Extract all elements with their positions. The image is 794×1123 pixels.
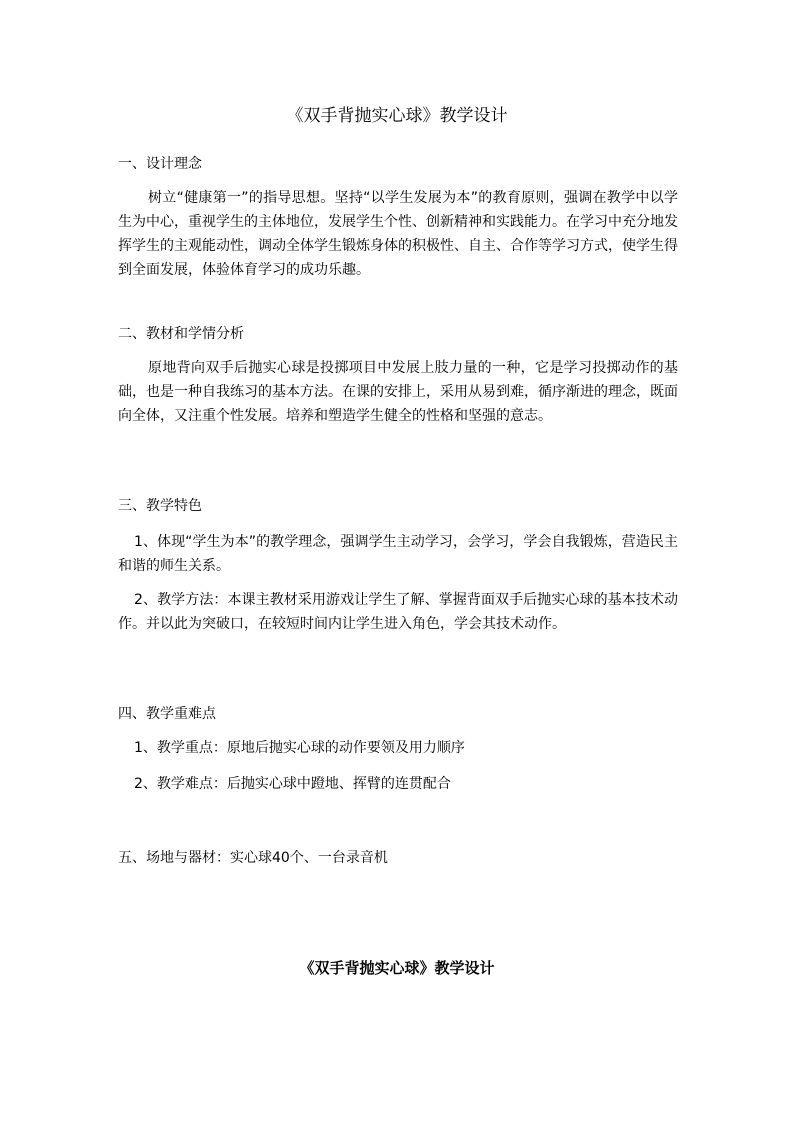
document-title-repeat: 《双手背抛实心球》教学设计 [299, 959, 495, 977]
section-3-heading: 三、教学特色 [118, 498, 202, 514]
section-2-body: 原地背向双手后抛实心球是投掷项目中发展上肢力量的一种，它是学习投掷动作的基础，也是一种自我练习的基本方法。在课的安排上，采用从易到难，循序渐进的理念，既面向全体，又注重个性发展。培养和塑造学生健全的性格和坚强的意志。 [118, 360, 678, 424]
section-2-heading: 二、教材和学情分析 [118, 326, 244, 342]
section-5-heading: 五、场地与器材：实心球40个、一台录音机 [118, 850, 388, 866]
section-3-item-1: 1、体现“学生为本”的教学理念，强调学生主动学习，会学习，学会自我锻炼，营造民主和谐的师生关系。 [118, 534, 678, 574]
section-1-body: 树立“健康第一”的指导思想。坚持“以学生发展为本”的教育原则，强调在教学中以学生为中心，重视学生的主体地位，发展学生个性、创新精神和实践能力。在学习中充分地发挥学生的主观能动性，调动全体学生锻炼身体的积极性、自主、合作等学习方式，使学生得到全面发展，体验体育学习的成功乐趣。 [118, 190, 678, 278]
section-3-item-2: 2、教学方法：本课主教材采用游戏让学生了解、掌握背面双手后抛实心球的基本技术动作。并以此为突破口，在较短时间内让学生进入角色，学会其技术动作。 [118, 592, 678, 632]
section-4-item-1: 1、教学重点：原地后抛实心球的动作要领及用力顺序 [134, 740, 465, 756]
section-4-heading: 四、教学重难点 [118, 706, 216, 722]
document-title: 《双手背抛实心球》教学设计 [286, 106, 508, 126]
section-1-heading: 一、设计理念 [118, 156, 202, 172]
section-4-item-2: 2、教学难点：后抛实心球中蹬地、挥臂的连贯配合 [134, 776, 451, 792]
